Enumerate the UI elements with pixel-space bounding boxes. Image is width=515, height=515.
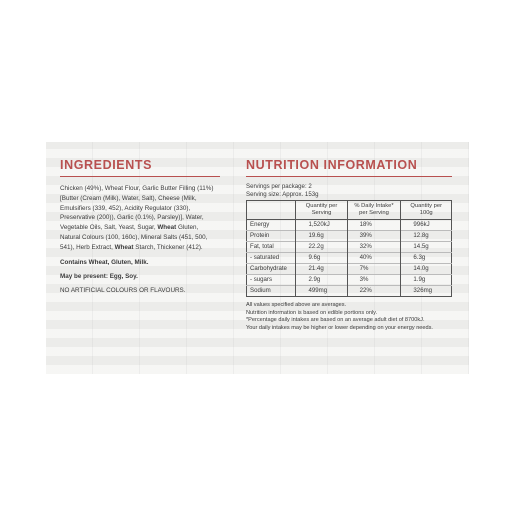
daily-intake-value: 3% [347, 275, 401, 286]
ingredients-text-part: Gluten, Natural Colours (100, 160c), Mineral Salts (451, 500, 541), Herb Extract, [60, 224, 208, 251]
per-serving-value: 22.2g [296, 242, 347, 253]
per-serving-value: 19.6g [296, 231, 347, 242]
ingredients-text-part: Starch, Thickener (412). [133, 243, 203, 251]
footnote: Nutrition information is based on edible portions only. [246, 309, 378, 316]
nutrition-row-sugars [247, 275, 452, 286]
per-100g-value: 12.8g [401, 231, 452, 242]
nutrient-name: Protein [247, 231, 296, 242]
ingredients-text-bold: Wheat [157, 224, 177, 232]
daily-intake-column-header: % Daily Intake* per Serving [347, 201, 401, 220]
per-100g-value: 6.3g [401, 253, 452, 264]
footnote: Your daily intakes may be higher or lower depending on your energy needs. [246, 324, 433, 331]
per-100g-value: 1.9g [401, 275, 452, 286]
per-100g-value: 14.5g [401, 242, 452, 253]
nutrition-row-saturated [247, 253, 452, 264]
nutrient-name: Energy [250, 221, 270, 228]
nutrition-section [246, 158, 452, 332]
allergen-may-be-present: May be present: Egg, Soy. [60, 272, 138, 280]
per-100g-value: 996kJ [401, 220, 452, 231]
nutrition-row-fat-total [247, 242, 452, 253]
nutrient-name: - sugars [247, 275, 296, 286]
ingredients-heading: INGREDIENTS [60, 158, 220, 177]
per-serving-column-header: Quantity per Serving [296, 201, 347, 220]
nutrient-name: Sodium [247, 286, 296, 297]
per-serving-value: 9.6g [296, 253, 347, 264]
product-label-panel [46, 142, 469, 374]
per-serving-value: 499mg [296, 286, 347, 297]
nutrient-name: Carbohydrate [247, 264, 296, 275]
daily-intake-value: 18% [347, 220, 401, 231]
per-serving-value: 1,520kJ [296, 220, 347, 231]
daily-intake-value: 32% [347, 242, 401, 253]
ingredients-text-part: Chicken (49%), Wheat Flour, Garlic Butter Filling (11%) [Butter (Cream (Milk), Water, Salt), Cheese (Milk, Emulsifiers (339, 452), Acidity Regulator (330), Preservative (200)), Garlic (0.1%), Parsley)], Water, Vegetable Oils, Salt, Yeast, Sugar, [60, 185, 214, 232]
ingredients-list [60, 184, 220, 253]
nutrition-table [246, 200, 452, 297]
footnote: All values specified above are averages. [246, 302, 347, 308]
daily-intake-value: 7% [347, 264, 401, 275]
per-serving-value: 2.9g [296, 275, 347, 286]
nutrition-row-sodium [247, 286, 452, 297]
nutrition-heading: NUTRITION INFORMATION [246, 158, 452, 177]
footnote: *Percentage daily intakes are based on an average adult diet of 8700kJ. [246, 317, 425, 324]
per-100g-value: 326mg [401, 286, 452, 297]
no-artificial-note: NO ARTIFICIAL COLOURS OR FLAVOURS. [60, 286, 186, 294]
nutrition-table-header [247, 201, 452, 220]
ingredients-text-bold: Wheat [114, 243, 134, 251]
nutrient-name: Fat, total [247, 242, 296, 253]
nutrition-footnotes [246, 302, 452, 332]
nutrition-row-protein [247, 231, 452, 242]
per-100g-column-header: Quantity per 100g [401, 201, 452, 220]
daily-intake-value: 40% [347, 253, 401, 264]
nutrition-row-energy [247, 220, 452, 231]
servings-per-package: Servings per package: 2 [246, 183, 312, 190]
serving-size: Serving size: Approx. 153g [246, 190, 319, 198]
nutrition-row-carbohydrate [247, 264, 452, 275]
daily-intake-value: 39% [347, 231, 401, 242]
allergen-contains: Contains Wheat, Gluten, Milk. [60, 258, 149, 266]
daily-intake-value: 22% [347, 286, 401, 297]
ingredients-section [60, 158, 220, 295]
nutrient-name: - saturated [247, 253, 296, 264]
nutrient-column-header [247, 201, 296, 220]
per-serving-value: 21.4g [296, 264, 347, 275]
per-100g-value: 14.0g [401, 264, 452, 275]
